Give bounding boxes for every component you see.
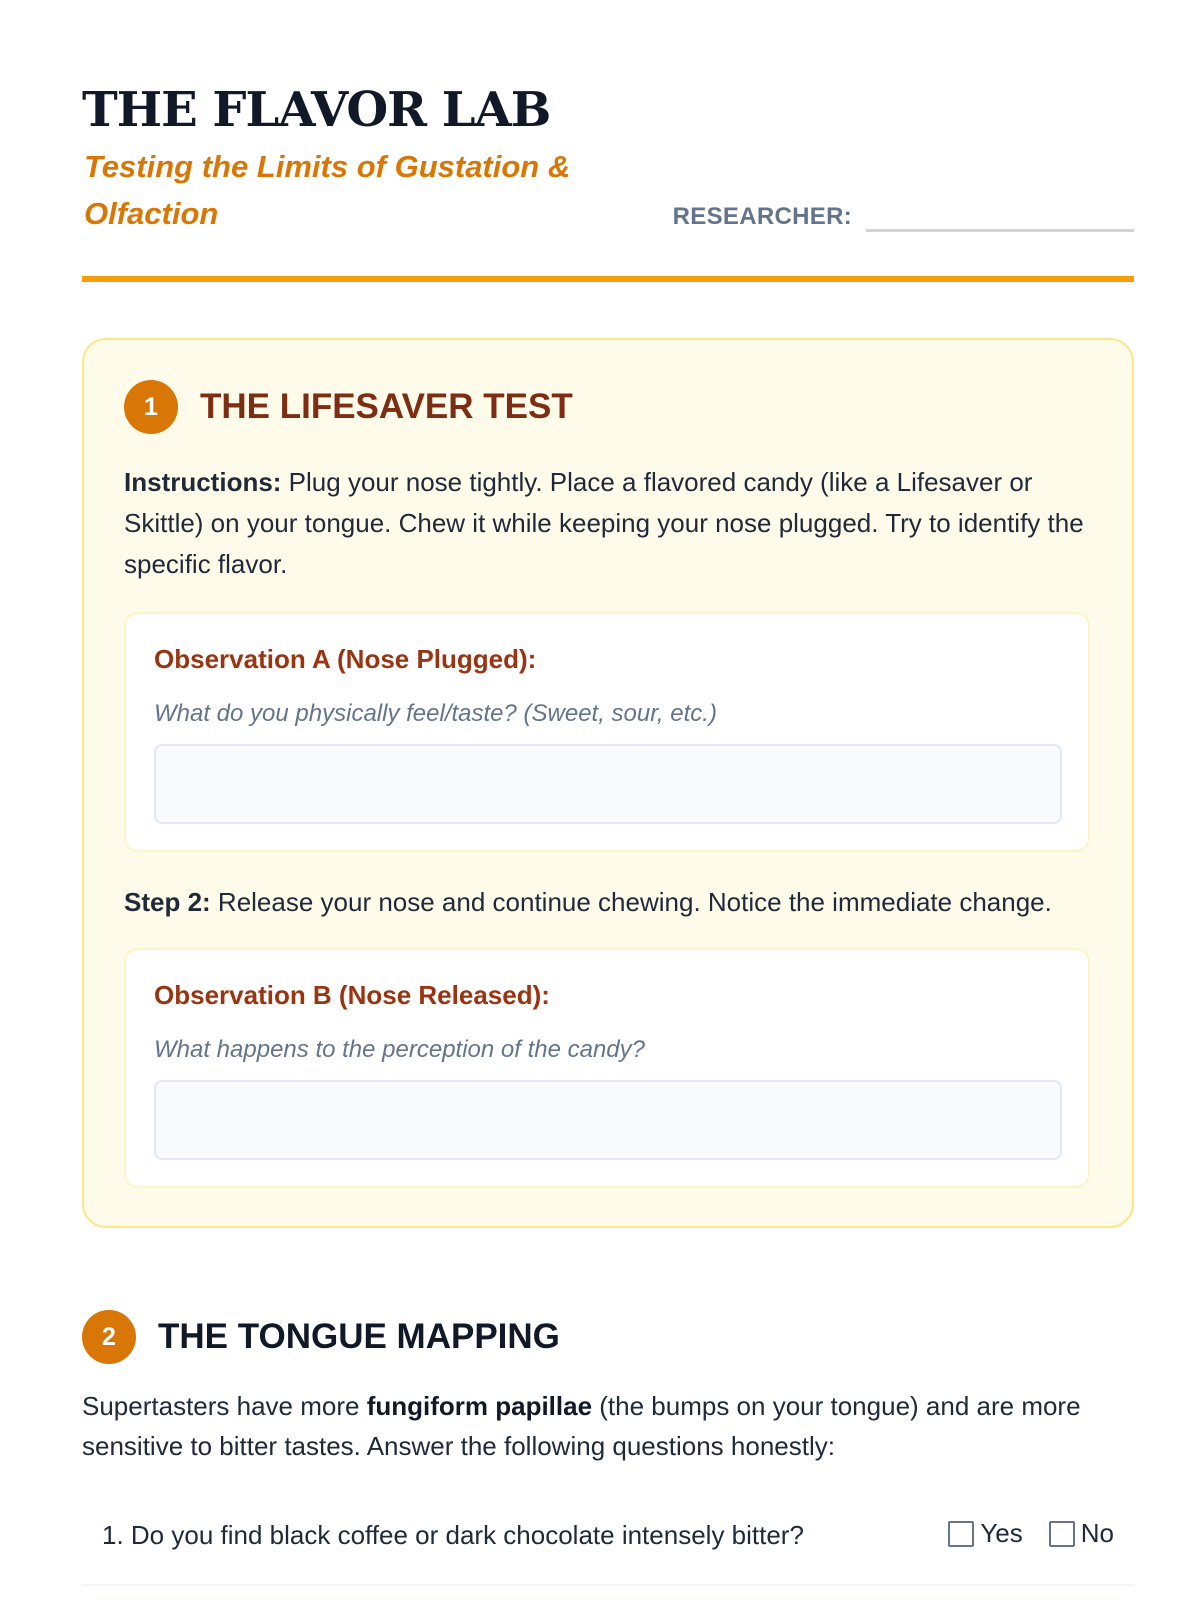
observation-a-hint: What do you physically feel/taste? (Sweet, sour, etc.): [154, 700, 717, 727]
option-yes[interactable]: [948, 1518, 1022, 1549]
observation-b-input[interactable]: [154, 1080, 1062, 1160]
answer-options: [948, 1518, 1114, 1549]
lifesaver-test-section: [82, 338, 1134, 1228]
tongue-mapping-intro: [82, 1386, 1134, 1466]
worksheet-page: [82, 0, 1134, 1550]
yes-checkbox[interactable]: [948, 1521, 974, 1547]
researcher-name-input[interactable]: [866, 229, 1134, 232]
section-title: THE TONGUE MAPPING: [158, 1317, 560, 1356]
section-title: THE LIFESAVER TEST: [200, 387, 573, 426]
section-number-badge: 1: [124, 380, 178, 434]
no-checkbox[interactable]: [1049, 1521, 1075, 1547]
researcher-label: RESEARCHER:: [672, 203, 852, 230]
question-text: 1. Do you find black coffee or dark chocolate intensely bitter?: [102, 1520, 804, 1550]
section-number-badge: 2: [82, 1310, 136, 1364]
worksheet-header: [82, 0, 1134, 282]
observation-b-card: [124, 948, 1090, 1188]
researcher-field: [673, 200, 1134, 234]
section-2-heading: [82, 1310, 560, 1364]
step-2-text: [124, 884, 1052, 920]
page-title: THE FLAVOR LAB: [82, 82, 551, 138]
instructions-text: [124, 462, 1084, 585]
intro-bold-term: fungiform papillae: [366, 1391, 593, 1421]
section-1-heading: [124, 380, 573, 434]
step-2-label: Step 2:: [124, 887, 211, 917]
observation-a-card: [124, 612, 1090, 852]
observation-a-input[interactable]: [154, 744, 1062, 824]
observation-a-label: Observation A (Nose Plugged):: [154, 644, 537, 674]
intro-text-end: (the bumps on your tongue) and are more sensitive to bitter tastes. Answer the following questions honestly:: [82, 1391, 1081, 1461]
instructions-body: Plug your nose tightly. Place a flavored candy (like a Lifesaver or Skittle) on your tongue. Chew it while keeping your nose plugged. Try to identify the specific flavor.: [124, 467, 1084, 579]
page-subtitle: Testing the Limits of Gustation & Olfaction: [84, 149, 571, 231]
observation-b-label: Observation B (Nose Released):: [154, 980, 550, 1010]
instructions-label: Instructions:: [124, 467, 282, 497]
intro-text-start: Supertasters have more: [82, 1391, 367, 1421]
observation-b-hint: What happens to the perception of the candy?: [154, 1036, 646, 1063]
option-no[interactable]: [1049, 1518, 1114, 1549]
step-2-body: Release your nose and continue chewing. Notice the immediate change.: [210, 887, 1052, 917]
option-yes-label: Yes: [980, 1518, 1023, 1548]
question-row: [82, 1506, 1134, 1586]
option-no-label: No: [1080, 1518, 1114, 1548]
